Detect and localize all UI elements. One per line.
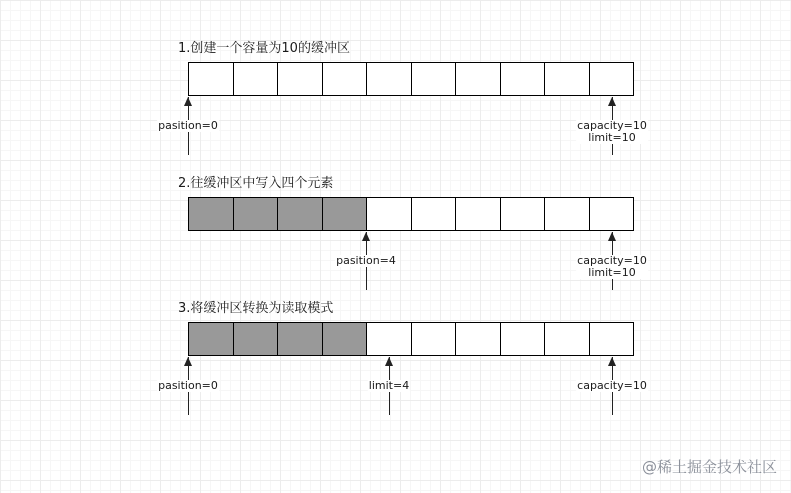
section-create-buffer xyxy=(0,37,791,167)
buffer-cell-empty xyxy=(411,197,457,231)
pointer-label-line: capacity=10 xyxy=(577,254,647,267)
buffer-cell-empty xyxy=(366,197,412,231)
buffer-cell-filled xyxy=(233,197,279,231)
buffer-cell-filled xyxy=(322,197,368,231)
buffer-cell-empty xyxy=(589,62,635,96)
buffer-cell-empty xyxy=(411,62,457,96)
buffer-cell-filled xyxy=(277,322,323,356)
pointer-label-line: pasition=0 xyxy=(158,119,218,132)
buffer-cell-filled xyxy=(277,197,323,231)
buffer-cell-filled xyxy=(233,322,279,356)
buffer-cell-empty xyxy=(455,197,501,231)
buffer-cells xyxy=(188,62,634,96)
position-pointer-label xyxy=(157,120,219,132)
buffer-cell-empty xyxy=(188,62,234,96)
buffer-cell-empty xyxy=(366,322,412,356)
pointer-label-line: limit=10 xyxy=(588,131,636,144)
buffer-cell-empty xyxy=(411,322,457,356)
pointer-label-line: capacity=10 xyxy=(577,379,647,392)
buffer-cell-empty xyxy=(544,322,590,356)
section-write-elements xyxy=(0,172,791,302)
watermark: @稀土掘金技术社区 xyxy=(641,458,777,476)
position-pointer-label xyxy=(157,380,219,392)
pointer-label-line: limit=4 xyxy=(368,379,410,392)
section-title: 2.往缓冲区中写入四个元素 xyxy=(178,176,334,191)
buffer-cell-empty xyxy=(500,322,546,356)
buffer-cells xyxy=(188,322,634,356)
buffer-cell-empty xyxy=(544,197,590,231)
buffer-cell-empty xyxy=(589,322,635,356)
pointer-label-line: pasition=0 xyxy=(158,379,218,392)
section-title: 1.创建一个容量为10的缓冲区 xyxy=(178,41,350,56)
limit-pointer-label xyxy=(368,380,410,392)
section-title: 3.将缓冲区转换为读取模式 xyxy=(178,301,334,316)
buffer-cell-filled xyxy=(188,322,234,356)
buffer-cell-empty xyxy=(589,197,635,231)
pointer-label-line: limit=10 xyxy=(588,266,636,279)
buffer-cell-empty xyxy=(277,62,323,96)
buffer-cells xyxy=(188,197,634,231)
buffer-cell-empty xyxy=(500,197,546,231)
position-pointer-label xyxy=(335,255,397,267)
buffer-cell-empty xyxy=(233,62,279,96)
buffer-cell-empty xyxy=(500,62,546,96)
capacity-pointer-label xyxy=(576,380,648,392)
buffer-cell-filled xyxy=(322,322,368,356)
pointer-label-line: capacity=10 xyxy=(577,119,647,132)
buffer-cell-empty xyxy=(366,62,412,96)
buffer-cell-empty xyxy=(455,322,501,356)
buffer-cell-empty xyxy=(455,62,501,96)
buffer-cell-empty xyxy=(544,62,590,96)
section-flip-read-mode xyxy=(0,297,791,427)
buffer-cell-empty xyxy=(322,62,368,96)
capacity-limit-pointer-label xyxy=(576,120,648,144)
capacity-limit-pointer-label xyxy=(576,255,648,279)
pointer-label-line: pasition=4 xyxy=(336,254,396,267)
buffer-cell-filled xyxy=(188,197,234,231)
